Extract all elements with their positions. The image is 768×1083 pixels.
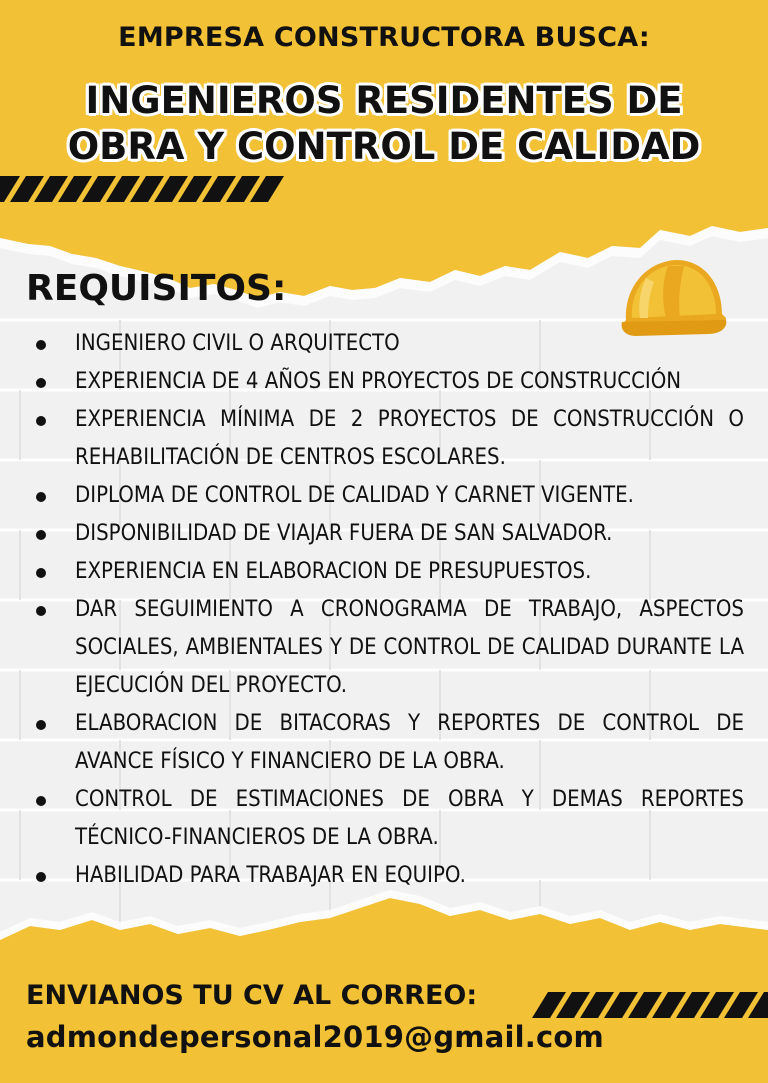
bullet-icon xyxy=(36,492,46,502)
cta-title: ENVIANOS TU CV AL CORREO: xyxy=(26,980,478,1011)
job-title-line-1: INGENIEROS RESIDENTES DE xyxy=(85,79,683,122)
requirements-list xyxy=(28,325,744,895)
requirement-item: HABILIDAD PARA TRABAJAR EN EQUIPO. xyxy=(28,857,744,895)
bullet-icon xyxy=(36,606,46,616)
requirement-item: EXPERIENCIA MÍNIMA DE 2 PROYECTOS DE CONSTRUCCIÓN O REHABILITACIÓN DE CENTROS ESCOLARES. xyxy=(28,401,744,477)
requirement-item: DISPONIBILIDAD DE VIAJAR FUERA DE SAN SALVADOR. xyxy=(28,515,744,553)
requirement-item: DIPLOMA DE CONTROL DE CALIDAD Y CARNET VIGENTE. xyxy=(28,477,744,515)
bullet-icon xyxy=(36,416,46,426)
headline-top: EMPRESA CONSTRUCTORA BUSCA: xyxy=(118,22,650,53)
job-title xyxy=(0,78,768,170)
bullet-icon xyxy=(36,340,46,350)
requirement-item: CONTROL DE ESTIMACIONES DE OBRA Y DEMAS REPORTES TÉCNICO-FINANCIEROS DE LA OBRA. xyxy=(28,781,744,857)
requirements-title: REQUISITOS: xyxy=(26,268,287,309)
bullet-icon xyxy=(36,378,46,388)
bullet-icon xyxy=(36,796,46,806)
requirement-item: ELABORACION DE BITACORAS Y REPORTES DE CONTROL DE AVANCE FÍSICO Y FINANCIERO DE LA OBRA. xyxy=(28,705,744,781)
requirement-item: EXPERIENCIA EN ELABORACION DE PRESUPUESTOS. xyxy=(28,553,744,591)
bullet-icon xyxy=(36,720,46,730)
requirement-item: INGENIERO CIVIL O ARQUITECTO xyxy=(28,325,744,363)
bullet-icon xyxy=(36,568,46,578)
contact-email[interactable]: admondepersonal2019@gmail.com xyxy=(26,1020,604,1054)
job-title-line-2: OBRA Y CONTROL DE CALIDAD xyxy=(67,125,701,168)
requirement-item: EXPERIENCIA DE 4 AÑOS EN PROYECTOS DE CONSTRUCCIÓN xyxy=(28,363,744,401)
bullet-icon xyxy=(36,530,46,540)
bullet-icon xyxy=(36,872,46,882)
requirement-item: DAR SEGUIMIENTO A CRONOGRAMA DE TRABAJO, ASPECTOS SOCIALES, AMBIENTALES Y DE CONTROL DE CALIDAD DURANTE LA EJECUCIÓN DEL PROYECTO. xyxy=(28,591,744,705)
